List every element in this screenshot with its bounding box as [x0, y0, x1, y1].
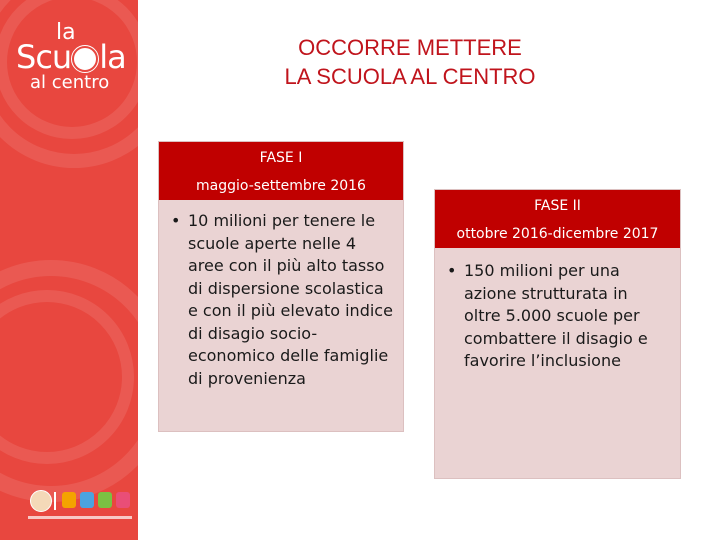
- miur-logo-m-icon: [62, 492, 76, 508]
- phase-2-header: [435, 190, 680, 248]
- phase-2-card: [434, 189, 681, 479]
- logo-text-la: la: [56, 20, 76, 45]
- slide-title: [140, 33, 680, 91]
- logo-text-scuola: [16, 40, 126, 74]
- ministry-logos: [26, 488, 136, 528]
- phase-1-dates: maggio-settembre 2016: [196, 178, 366, 194]
- ministry-caption-line: [28, 516, 132, 519]
- logo-divider: [54, 492, 56, 510]
- phase-1-bullet: [159, 200, 403, 390]
- logo-text-al-centro: al centro: [30, 72, 110, 93]
- phase-1-heading: FASE I: [259, 150, 303, 166]
- sidebar-brand-panel: [0, 0, 138, 540]
- phase-2-dates: ottobre 2016-dicembre 2017: [456, 226, 659, 242]
- phase-1-header: [159, 142, 403, 200]
- logo-text-scu: Scu: [16, 38, 72, 76]
- title-line-2: LA SCUOLA AL CENTRO: [284, 64, 536, 89]
- miur-logo-u-icon: [98, 492, 112, 508]
- seal-icon: [72, 46, 98, 72]
- miur-logo-i-icon: [80, 492, 94, 508]
- phase-1-card: [158, 141, 404, 432]
- phase-2-heading: FASE II: [534, 198, 581, 214]
- miur-logo-r-icon: [116, 492, 130, 508]
- phase-1-description: 10 milioni per tenere le scuole aperte nelle 4 aree con il più alto tasso di dispersione scolastica e con il più elevato indice di disagio socio-economico delle famiglie di provenienza: [188, 211, 393, 388]
- bullet-icon: •: [447, 261, 457, 280]
- italian-republic-emblem-icon: [30, 490, 52, 512]
- phase-2-bullet: [435, 248, 680, 373]
- phase-2-description: 150 milioni per una azione strutturata in oltre 5.000 scuole per combattere il disagio e favorire l’inclusione: [464, 261, 648, 370]
- bullet-icon: •: [171, 211, 181, 230]
- logo-text-la-end: la: [99, 38, 126, 76]
- title-line-1: OCCORRE METTERE: [298, 35, 522, 60]
